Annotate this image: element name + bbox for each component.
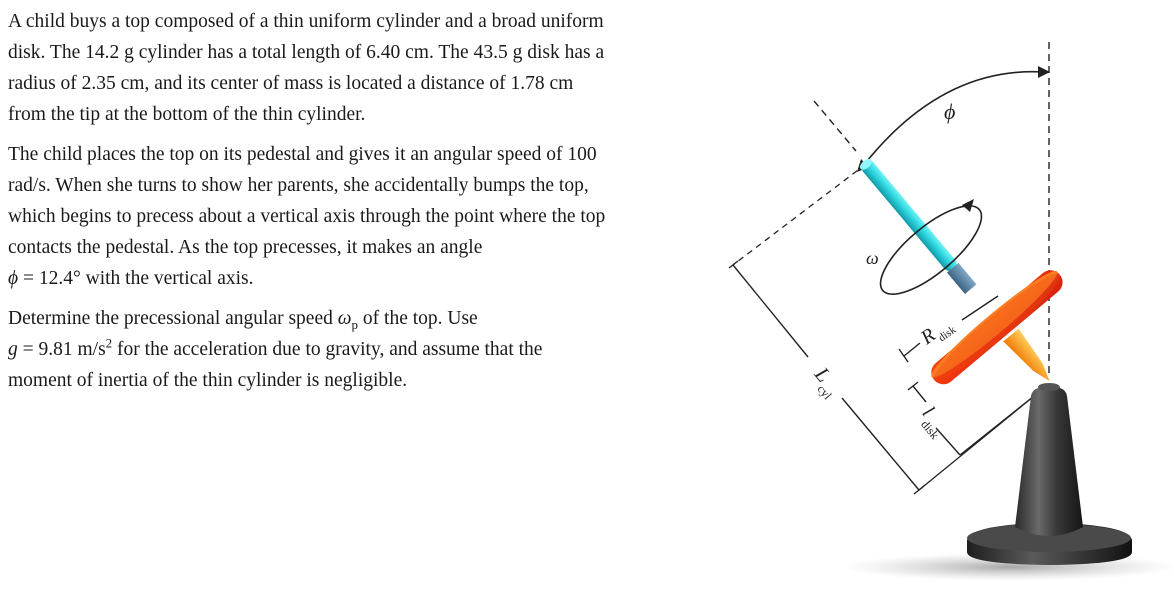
problem-text [8,6,608,405]
question-end: for the acceleration due to gravity, and assume that the moment of inertia of the thin cylinder is negligible. [8,339,543,391]
g-symbol: g [8,339,18,360]
ldisk-label-letter: l [917,402,939,421]
spinning-top-figure [690,0,1174,594]
question-start: Determine the precessional angular speed [8,308,338,329]
ldisk-end-tick [908,382,918,390]
lcyl-label [806,362,847,403]
paragraph-2-text: The child places the top on its pedestal and gives it an angular speed of 100 rad/s. When she turns to show her parents, she accidentally bumps the top, which begins to precess about a vertical axis through the point where the top contacts the pedestal. As the top precesses, it makes an angle [8,144,606,258]
g-exponent: 2 [105,335,113,351]
ldisk-label-subscript: disk [918,417,942,442]
rdisk-dimension-line-left [904,343,920,356]
paragraph-1: A child buys a top composed of a thin uniform cylinder and a broad uniform disk. The 14.2 g cylinder has a total length of 6.40 cm. The 43.5 g disk has a radius of 2.35 cm, and its center of mass is located a distance of 1.78 cm from the tip at the bottom of the thin cylinder. [8,11,605,125]
ldisk-dimension-line-upper [913,386,926,402]
lcyl-label-subscript: cyl [814,381,835,403]
omega-label: ω [866,248,879,268]
question-mid: of the top. Use [358,308,478,329]
rdisk-label-letter: R [916,323,940,349]
phi-arrowhead-right [1038,66,1050,78]
g-value: = 9.81 m/s [17,339,106,360]
top-axis-extension [814,101,856,151]
lcyl-dimension-line-upper [733,265,808,357]
top-shaft [858,156,977,294]
lcyl-dimension-line-lower [842,398,919,490]
pedestal [842,383,1174,581]
omega-symbol: ω [337,308,352,329]
lcyl-label-letter: L [810,362,836,387]
rdisk-label [916,312,959,353]
paragraph-3 [8,303,608,396]
angle-equation: = 12.4° with the vertical axis. [18,268,254,289]
lcyl-end-tick-top [729,261,738,268]
lcyl-extension-dashed [733,164,866,265]
rdisk-end-tick [899,349,908,362]
omega-subscript: p [351,316,359,332]
rdisk-label-subscript: disk [936,323,959,345]
paragraph-2 [8,139,608,294]
ldisk-label [913,402,952,441]
phi-label: ϕ [944,99,956,124]
phi-symbol: ϕ [8,268,19,289]
